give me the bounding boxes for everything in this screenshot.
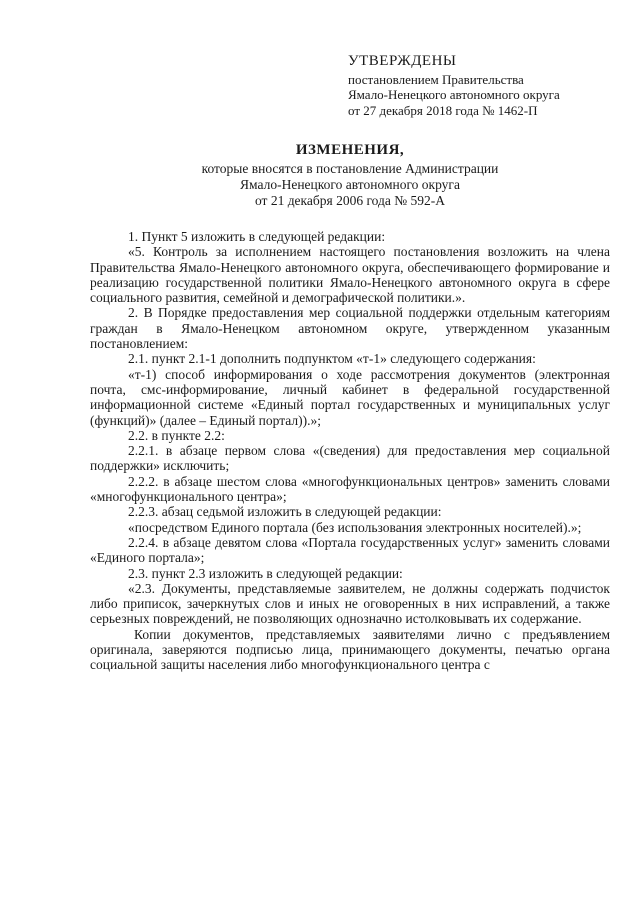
paragraph: 1. Пункт 5 изложить в следующей редакции: (128, 229, 386, 244)
title-line-3: от 21 декабря 2006 года № 592-А (254, 193, 446, 208)
document-title-block (90, 142, 610, 209)
document-title: ИЗМЕНЕНИЯ, (295, 142, 405, 158)
paragraph: «2.3. Документы, представляемые заявителем, не должны содержать подчисток либо приписок, зачеркнутых слов и иных не оговоренных в них исправлений, а также серьезных повреждений, не позволяющих однозначно истолковывать их содержание. (90, 580, 610, 627)
paragraph: 2.2.1. в абзаце первом слова «(сведения) для предоставления мер социальной поддержки» исключить; (90, 443, 610, 474)
approval-line-2: Ямало-Ненецкого автономного округа (348, 87, 560, 102)
document-body (90, 229, 610, 673)
paragraph: 2. В Порядке предоставления мер социальной поддержки отдельным категориям граждан в Ямало-Ненецком автономном округе, утвержденном указанным постановлением: (90, 305, 610, 352)
paragraph: 2.2.2. в абзаце шестом слова «многофункциональных центров» заменить словами «многофункционального центра»; (90, 473, 610, 505)
approval-stamp (348, 54, 628, 118)
title-line-1: которые вносятся в постановление Администрации (201, 161, 499, 176)
paragraph: 2.3. пункт 2.3 изложить в следующей редакции: (128, 565, 403, 581)
approval-heading: УТВЕРЖДЕНЫ (348, 53, 457, 69)
paragraph: 2.2.3. абзац седьмой изложить в следующей редакции: (128, 504, 442, 520)
paragraph: 2.1. пункт 2.1-1 дополнить подпунктом «т-1» следующего содержания: (128, 351, 536, 367)
paragraph: 2.2. в пункте 2.2: (128, 427, 225, 443)
title-line-2: Ямало-Ненецкого автономного округа (240, 177, 460, 192)
paragraph: «посредством Единого портала (без использования электронных носителей).»; (128, 519, 582, 535)
approval-line-1: постановлением Правительства (348, 71, 524, 87)
paragraph: 2.2.4. в абзаце девятом слова «Портала государственных услуг» заменить словами «Единого портала»; (90, 534, 610, 566)
paragraph: «т-1) способ информирования о ходе рассмотрения документов (электронная почта, смс-информирование, личный кабинет в федеральной государственной информационной системе «Единый портал государственных и муниципальных услуг (функций)» (далее – Единый портал)).»; (90, 366, 610, 428)
paragraph: «5. Контроль за исполнением настоящего постановления возложить на члена Правительства Ямало-Ненецкого автономного округа, обеспечивающего формирование и реализацию государственной политики Ямало-Ненецкого автономного округа в сфере социального развития, семейной и демографической политики.». (90, 244, 610, 306)
approval-line-3: от 27 декабря 2018 года № 1462-П (348, 102, 538, 118)
paragraph: Копии документов, представляемых заявителями лично с предъявлением оригинала, заверяются подписью лица, принимающего документы, печатью органа социальной защиты населения либо многофункционального центра с (90, 626, 610, 673)
